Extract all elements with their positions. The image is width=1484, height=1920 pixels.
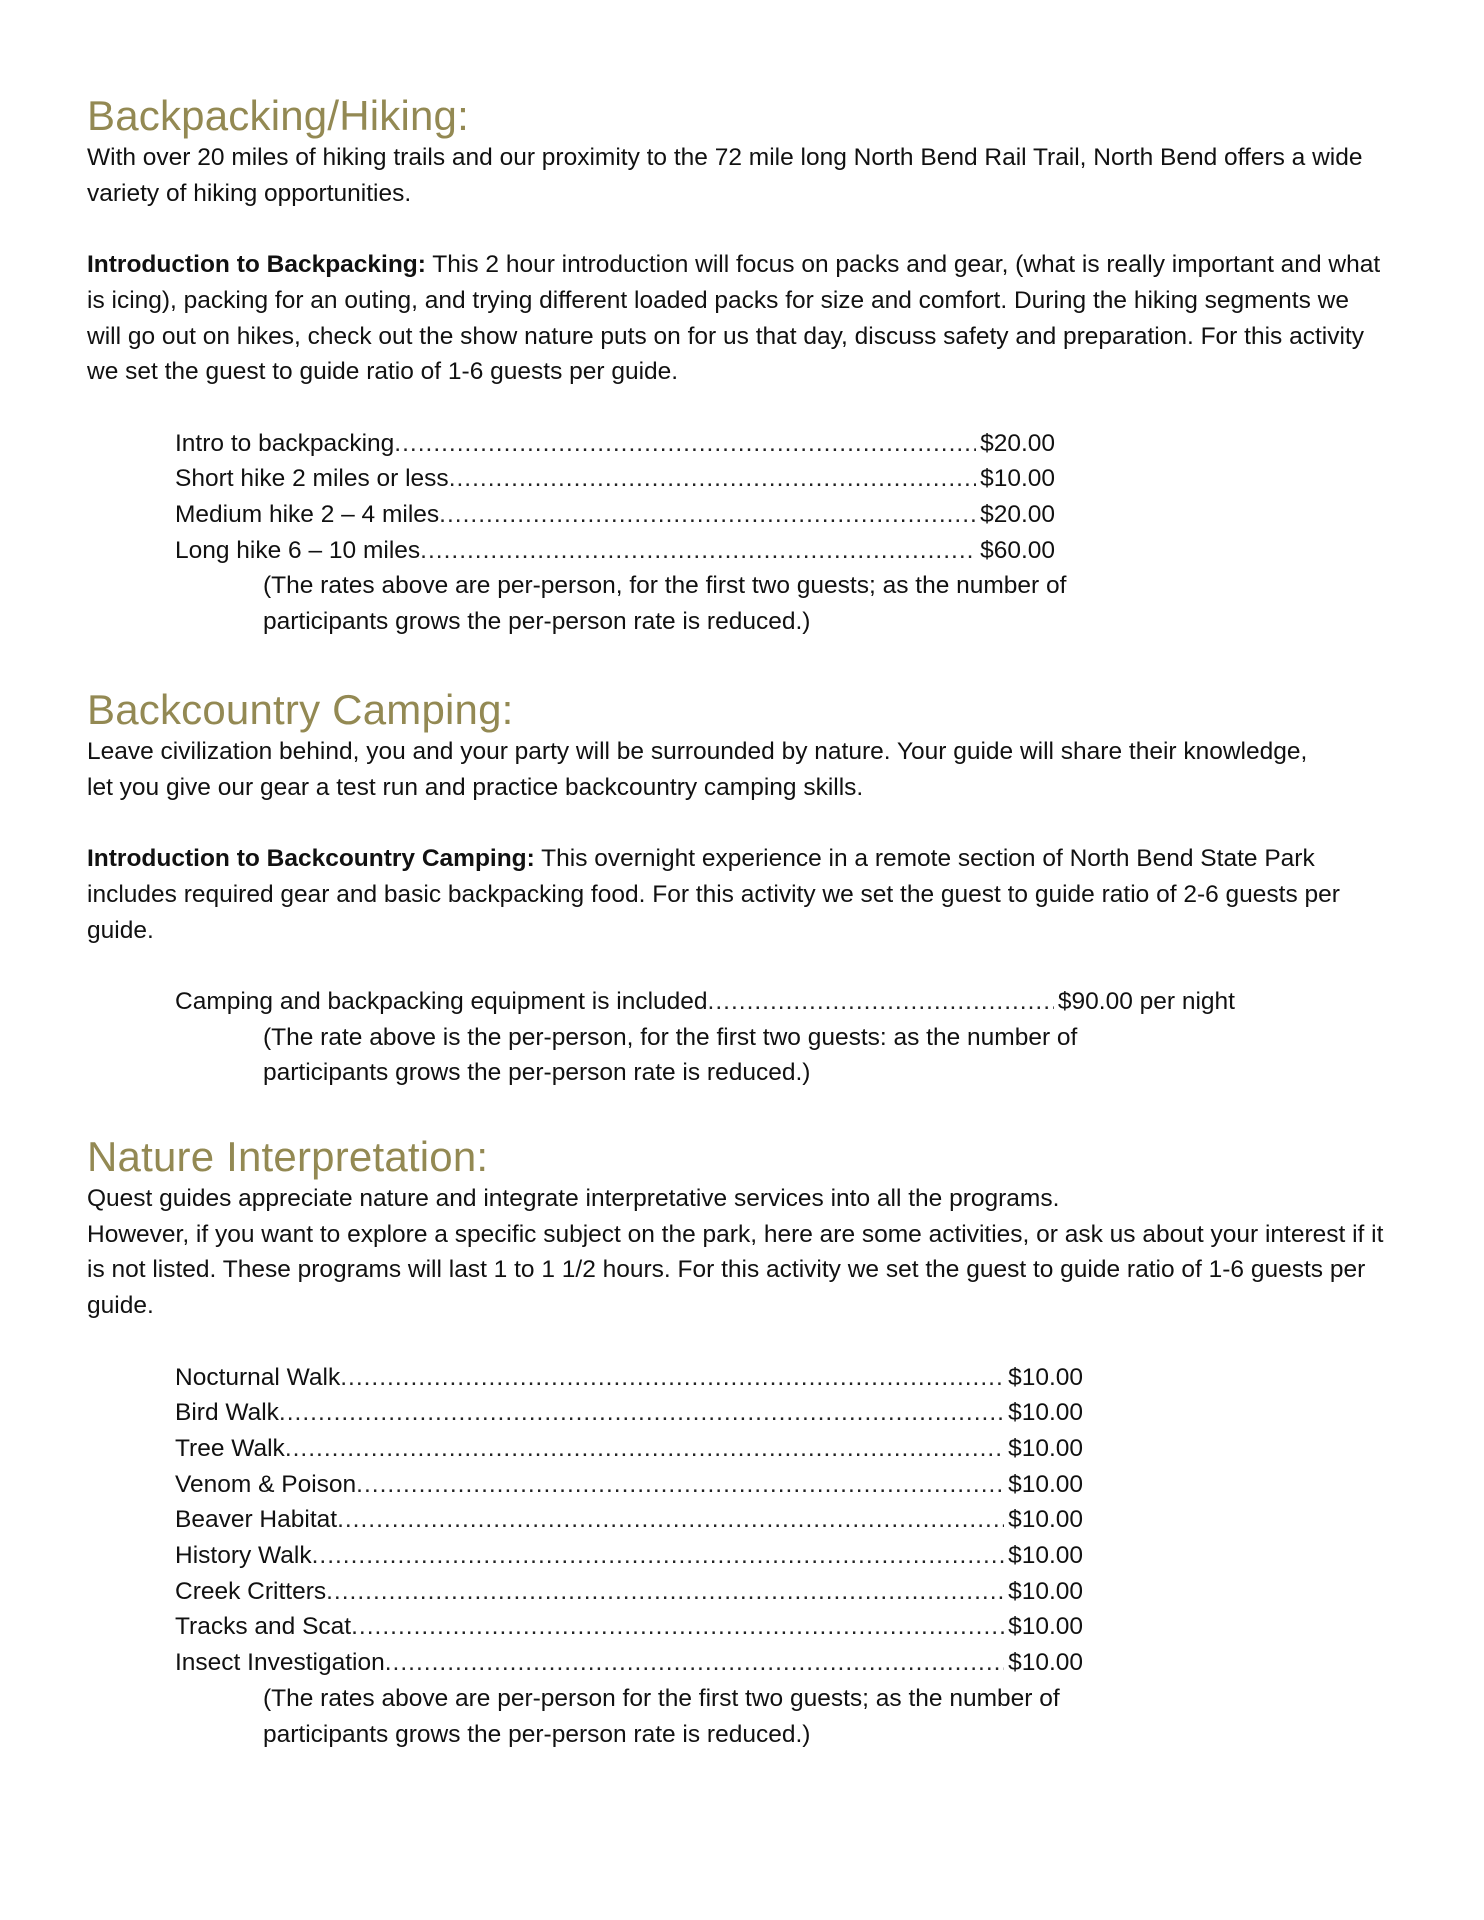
price-label: Tracks and Scat — [175, 1613, 352, 1641]
price-amount: $10.00 — [1008, 1506, 1083, 1534]
price-row — [175, 1574, 1083, 1610]
price-amount: $10.00 — [1008, 1542, 1083, 1570]
price-row — [175, 1609, 1083, 1645]
section-heading: Backpacking/Hiking: — [87, 92, 469, 139]
section-heading: Backcountry Camping: — [87, 686, 514, 733]
rate-note-line-1: (The rate above is the per-person, for the first two guests: as the number of — [263, 1023, 1078, 1051]
price-row — [175, 984, 1235, 1020]
dot-leader — [385, 1645, 1004, 1681]
price-label: Beaver Habitat — [175, 1506, 338, 1534]
price-amount: $10.00 — [1008, 1613, 1083, 1641]
price-row — [175, 497, 1055, 533]
price-label: Short hike 2 miles or less — [175, 465, 449, 493]
price-label: Tree Walk — [175, 1434, 285, 1462]
price-amount: $10.00 — [1008, 1470, 1083, 1498]
price-label: Camping and backpacking equipment is included — [175, 987, 708, 1015]
dot-leader — [351, 1609, 1004, 1645]
dot-leader — [394, 426, 976, 462]
price-row — [175, 461, 1055, 497]
price-amount: $10.00 — [980, 465, 1055, 493]
price-amount: $20.00 — [980, 429, 1055, 457]
dot-leader — [312, 1538, 1004, 1574]
activity-title: Introduction to Backpacking: — [87, 251, 426, 279]
dot-leader — [279, 1395, 1004, 1431]
activity-description — [87, 247, 1387, 390]
price-row — [175, 1502, 1083, 1538]
price-amount: $60.00 — [980, 536, 1055, 564]
section-intro: With over 20 miles of hiking trails and our proximity to the 72 mile long North Bend Rail Trail, North Bend offers a wide variety of hiking opportunities. — [87, 144, 1363, 207]
price-list — [175, 1360, 1083, 1681]
price-amount: $20.00 — [980, 501, 1055, 528]
price-label: Insect Investigation — [175, 1649, 385, 1677]
rate-note-line-2: participants grows the per-person rate is reduced.) — [263, 1059, 811, 1087]
section-nature-interpretation — [87, 1133, 1397, 1752]
dot-leader — [449, 461, 976, 497]
price-row — [175, 1538, 1083, 1574]
price-row — [175, 1360, 1083, 1396]
price-row — [175, 1431, 1083, 1467]
price-label: Long hike 6 – 10 miles — [175, 536, 421, 564]
activity-text: This overnight experience in a remote section of North Bend State Park includes required gear and basic backpacking food. For this activity we set the guest to guide ratio of 2-6 guests per guide. — [87, 845, 1340, 944]
section-heading: Nature Interpretation: — [87, 1133, 489, 1180]
price-label: Medium hike 2 – 4 miles — [175, 501, 440, 528]
price-amount: $10.00 — [1008, 1577, 1083, 1605]
price-row — [175, 426, 1055, 462]
section-backpacking-hiking — [87, 92, 1397, 640]
price-amount: $90.00 per night — [1057, 987, 1235, 1015]
rate-note-line-2: participants grows the per-person rate is reduced.) — [263, 608, 811, 636]
section-intro: However, if you want to explore a specific subject on the park, here are some activities, or ask us about your interest if it is not listed. These programs will last 1 to 1 1/2 hours. For this activity we set the guest to guide ratio of 1-6 guests per guide. — [87, 1220, 1384, 1320]
price-row — [175, 1395, 1083, 1431]
dot-leader — [356, 1467, 1004, 1503]
price-amount: $10.00 — [1008, 1399, 1083, 1427]
price-label: Nocturnal Walk — [175, 1363, 341, 1391]
dot-leader — [708, 984, 1054, 1020]
section-intro-line-1: Quest guides appreciate nature and integrate interpretative services into all the programs. — [87, 1185, 1060, 1212]
price-row — [175, 533, 1055, 569]
section-intro: Leave civilization behind, you and your party will be surrounded by nature. Your guide will share their knowledge, let you give our gear a test run and practice backcountry camping skills. — [87, 738, 1308, 801]
dot-leader — [439, 497, 976, 533]
price-row — [175, 1645, 1083, 1681]
dot-leader — [337, 1502, 1004, 1538]
price-label: History Walk — [175, 1542, 312, 1570]
price-label: Venom & Poison — [175, 1470, 357, 1498]
price-amount: $10.00 — [1008, 1434, 1083, 1462]
dot-leader — [326, 1574, 1004, 1610]
rate-note-line-1: (The rates above are per-person for the first two guests; as the number of — [263, 1684, 1060, 1712]
activity-description — [87, 841, 1397, 948]
price-label: Creek Critters — [175, 1577, 327, 1605]
activity-title: Introduction to Backcountry Camping: — [87, 845, 535, 873]
price-row — [175, 1467, 1083, 1503]
rate-note-line-1: (The rates above are per-person, for the first two guests; as the number of — [263, 572, 1067, 600]
price-list — [175, 984, 1235, 1020]
activity-text: This 2 hour introduction will focus on packs and gear, (what is really important and what is icing), packing for an outing, and trying different loaded packs for size and comfort. During the hiking segments we will go out on hikes, check out the show nature puts on for us that day, discuss safety and preparation. For this activity we set the guest to guide ratio of 1-6 guests per guide. — [87, 251, 1381, 386]
dot-leader — [340, 1360, 1004, 1396]
price-label: Bird Walk — [175, 1399, 279, 1427]
rate-note-line-2: participants grows the per-person rate is reduced.) — [263, 1720, 811, 1748]
price-list — [175, 426, 1055, 569]
price-amount: $10.00 — [1008, 1649, 1083, 1677]
price-label: Intro to backpacking — [175, 429, 395, 457]
section-backcountry-camping — [87, 686, 1397, 1091]
dot-leader — [285, 1431, 1004, 1467]
dot-leader — [420, 533, 976, 569]
price-amount: $10.00 — [1008, 1363, 1083, 1391]
